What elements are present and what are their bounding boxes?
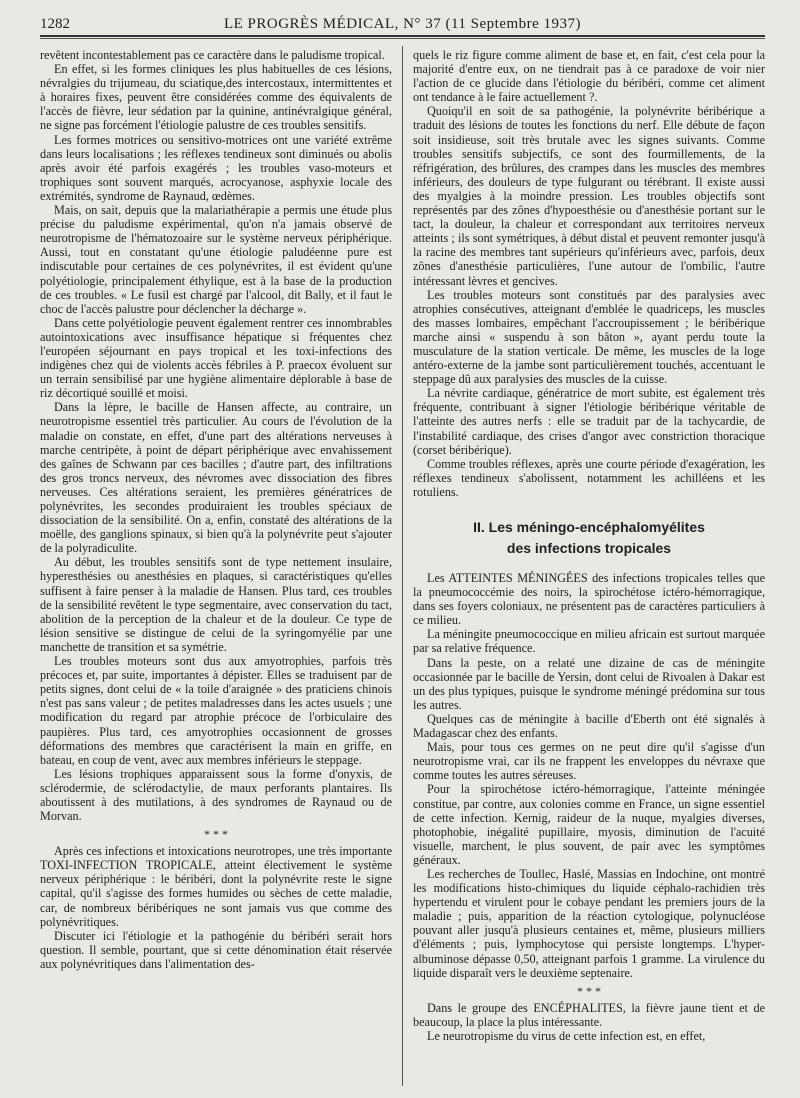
page-number: 1282 — [40, 16, 70, 32]
asterism: * * * — [204, 827, 228, 842]
paragraph: Discuter ici l'étiologie et la pathogénie du béribéri serait hors question. Il semble, pourtant, que si cette dénomination était réservée aux polynévritiques dans l'alimentation des- — [40, 928, 392, 971]
paragraph: Quoiqu'il en soit de sa pathogénie, la polynévrite béribérique a traduit des lésions de toutes les fonctions du nerf. Elle débute de façon soit insidieuse, soit très brutale avec les signes suivants. Comme troubles sensitifs subjectifs, ce sont des fourmillements, de la réfrigération, des brûlures, des crampes dans les muscles des membres inférieurs, des douleurs de type fulgurant ou térébrant. Il existe aussi des myalgies à la moindre pression. Les troubles objectifs sont représentés par des zônes d'hypoesthésie ou d'anesthésie portant sur le tact, la douleur, la chaleur et correspondant aux territoires nerveux atteints ; ils sont symétriques, à début distal et peuvent remonter jusqu'à la racine des membres tant supérieurs qu'inférieurs avec, parfois, deux zônes d'anesthésie particulières, l'une autour de l'ombilic, l'autre intéressant lèvres et gencives. — [413, 104, 765, 288]
paragraph: Au début, les troubles sensitifs sont de type nettement insulaire, hyperesthésies ou anesthésies en plaques, si caractéristiques qu'elles suffisent à faire penser à la maladie de Hansen. Plus tard, ces troubles de la sensibilité revêtent le type segmentaire, avec conservation du tact, abolition de la perception de la chaleur et de la douleur. Ce type de lésion sensitive se distingue de celui de la syringomyélie par une manchette de transition et sa symétrie. — [40, 555, 392, 654]
paragraph: Dans la peste, on a relaté une dizaine de cas de méningite occasionnée par le bacille de Yersin, dont celui de Rivoalen à Dakar est un des plus typiques, puisque le syndrome méningé prédomina sur tous les autres. — [413, 655, 765, 712]
paragraph: Les ATTEINTES MÉNINGÉES des infections tropicales telles que la pneumococcémie des noirs, la spirochétose ictéro-hémorragique, dans ses foyers coloniaux, ne présentent pas de caractères particuliers à ce milieu. — [413, 571, 765, 628]
header-rule — [40, 35, 765, 39]
paragraph: Les recherches de Toullec, Haslé, Massias en Indochine, ont montré les modifications histo-chimiques du liquide céphalo-rachidien très hypertendu et virulent pour le cobaye pendant les premiers jours de la maladie ; puis, apparition de la réaction cytologique, polynucléose pouvant aller jusqu'à plusieurs centaines et, même, plusieurs milliers d'éléments ; puis, lymphocytose qui persiste longtemps. L'hyper-albuminose dépasse 0,50, atteignant parfois 1 gramme. La virulence du liquide disparaît vers le deuxième septenaire. — [413, 866, 765, 980]
section-title-line: des infections tropicales — [506, 540, 672, 556]
paragraph: Le neurotropisme du virus de cette infection est, en effet, — [427, 1028, 706, 1043]
paragraph: La névrite cardiaque, génératrice de mort subite, est également très fréquente, contribuant à signer l'étiologie béribérique véritable de l'atteinte des autres nerfs : elle se traduit par de la tachycardie, de l'instabilité cardiaque, des crises d'angor avec constriction thoracique (corset béribérique). — [413, 386, 765, 457]
paragraph: Les troubles moteurs sont constitués par des paralysies avec atrophies consécutives, atteignant d'emblée le quadriceps, les muscles des masses lombaires, empêchant l'accroupissement ; le béribérique marche ainsi « suspendu à son bâton », ayant perdu toute la musculature de la station verticale. De même, les muscles de la loge antéro-externe de la jambe sont particulièrement touchés, accentuant le steppage dû aux paralysies des muscles de la cuisse. — [413, 287, 765, 387]
paragraph: Mais, on sait, depuis que la malariathérapie a permis une étude plus précise du paludisme expérimental, qu'on n'a jamais observé de neurotropisme de l'hématozoaire sur le système nerveux périphérique. Aussi, tout en constatant qu'une étiologie paludéenne pure est indiscutable pour certaines de ces polynévrites, il est évident qu'une polyétiologie, principalement éthylique, est à la base de la production de ces troubles. « Le fusil est chargé par l'alcool, dit Bally, et il faut le choc de l'accès palustre pour déclencher la décharge ». — [40, 203, 392, 316]
paragraph: revêtent incontestablement pas ce caractère dans le paludisme tropical. — [40, 48, 385, 62]
running-header — [40, 16, 765, 36]
right-column — [413, 48, 765, 1043]
paragraph: quels le riz figure comme aliment de base et, en fait, c'est cela pour la majorité d'entre eux, on ne tiendrait pas à ce paradoxe de voir nier l'action de ce glucide dans l'étiologie du béribéri, comme cet aliment ont tendance à le faire actuellement ?. — [413, 48, 765, 105]
asterism: * * * — [577, 983, 601, 998]
left-column — [40, 48, 392, 971]
paragraph: Les lésions trophiques apparaissent sous la forme d'onyxis, de sclérodermie, de sclérodactylie, de maux perforants plantaires. Ils aboutissent à des mutilations, à des syndromes de Raynaud ou de Morvan. — [40, 766, 392, 824]
paragraph: Quelques cas de méningite à bacille d'Eberth ont été signalés à Madagascar chez des enfants. — [413, 711, 765, 741]
paragraph: En effet, si les formes cliniques les plus habituelles de ces lésions, névralgies du trijumeau, du sciatique,des intercostaux, intermittentes et à horaires fixes, peuvent être considérées comme des équivalents de l'accès de fièvre, leur sédation par la quinine, antinévralgique général, ne signe pas forcément l'étiologie palustre de ces troubles sensitifs. — [40, 62, 392, 133]
paragraph: La méningite pneumococcique en milieu africain est surtout marquée par sa relative fréquence. — [413, 627, 765, 656]
running-title: LE PROGRÈS MÉDICAL, N° 37 (11 Septembre 1937) — [223, 16, 582, 32]
paragraph: Mais, pour tous ces germes on ne peut dire qu'il s'agisse d'un neurotropisme vrai, car ils ne frappent les enveloppes du névraxe que comme toutes les autres séreuses. — [413, 740, 765, 783]
paragraph: Dans le groupe des ENCÉPHALITES, la fièvre jaune tient et de beaucoup, la place la plus intéressante. — [413, 1000, 765, 1029]
paragraph: Dans la lèpre, le bacille de Hansen affecte, au contraire, un neurotropisme essentiel très particulier. Au cours de l'évolution de la maladie on constate, en effet, d'une part des altérations nerveuses à marche centripète, à point de départ périphérique avec envahissement des gaînes de Schwann par ces bacilles ; d'autre part, des infiltrations des gros troncs nerveux, des névromes avec dissociation des fibres nerveuses. Ces altérations seraient, les premières génératrices de polynévrites, les secondes produiraient les troubles spéciaux de dissociation de la sensibilité. On a, enfin, constaté des altérations de la moëlle, des ganglions spinaux, si bien qu'à la polynévrite peut s'ajouter de la polyradiculite. — [40, 400, 392, 556]
section-title-line: II. Les méningo-encéphalomyélites — [473, 519, 705, 535]
paragraph: Comme troubles réflexes, après une courte période d'exagération, les réflexes tendineux s'abolissent, notamment les achilléens et les rotuliens. — [413, 456, 765, 499]
paragraph: Les formes motrices ou sensitivo-motrices ont une variété extrême dans leurs localisations ; les réflexes tendineux sont diminués ou abolis après avoir été parfois exagérés ; les troubles vaso-moteurs et trophiques sont souvent marqués, acrocyanose, asphyxie locale des extrémités, syndrome de Raynaud, œdèmes. — [40, 132, 392, 203]
paragraph: Dans cette polyétiologie peuvent également rentrer ces innombrables autointoxications avec insuffisance hépatique si fréquentes chez l'européen séjournant en pays tropical et les toxi-infections des indigènes chez qui de violents accès fébriles à P. praecox évoluent sur un terrain sensibilisé par une hygiène alimentaire déplorable à base de riz décortiqué souillé et moisi. — [40, 315, 392, 401]
paragraph: Pour la spirochétose ictéro-hémorragique, l'atteinte méningée constitue, par contre, aux colonies comme en France, un signe essentiel de cette infection. Kernig, raideur de la nuque, myalgies diverses, photophobie, inégalité pupillaire, myosis, diminution de l'acuité visuelle, marchent, le plus souvent, de pair avec les symptômes généraux. — [413, 782, 765, 867]
column-divider — [402, 46, 403, 1086]
section-title — [413, 517, 765, 559]
paragraph: Après ces infections et intoxications neurotropes, une très importante TOXI-INFECTION TROPICALE, atteint électivement le système nerveux périphérique : le béribéri, dont la polynévrite reste le signe capital, qu'il s'agisse des formes humides ou sèches de cette maladie, car, de nombreux béribériques ne sont jamais vus que comme des polynévritiques. — [40, 844, 392, 929]
paragraph: Les troubles moteurs sont dus aux amyotrophies, parfois très précoces et, par suite, importantes à dépister. Elles se traduisent par de petits signes, dont celui de « la toile d'araignée » des praticiens chinois n'est pas sans valeur ; de petites maladresses dans les actes usuels ; une modification du regard par atrophie précoce de l'orbiculaire des paupières. Plus tard, ces amyotrophies occasionnent de grosses déformations des membres que caractérisent la main en griffe, en bateau, en coup de vent, avec aux membres inférieurs le steppage. — [40, 654, 392, 767]
